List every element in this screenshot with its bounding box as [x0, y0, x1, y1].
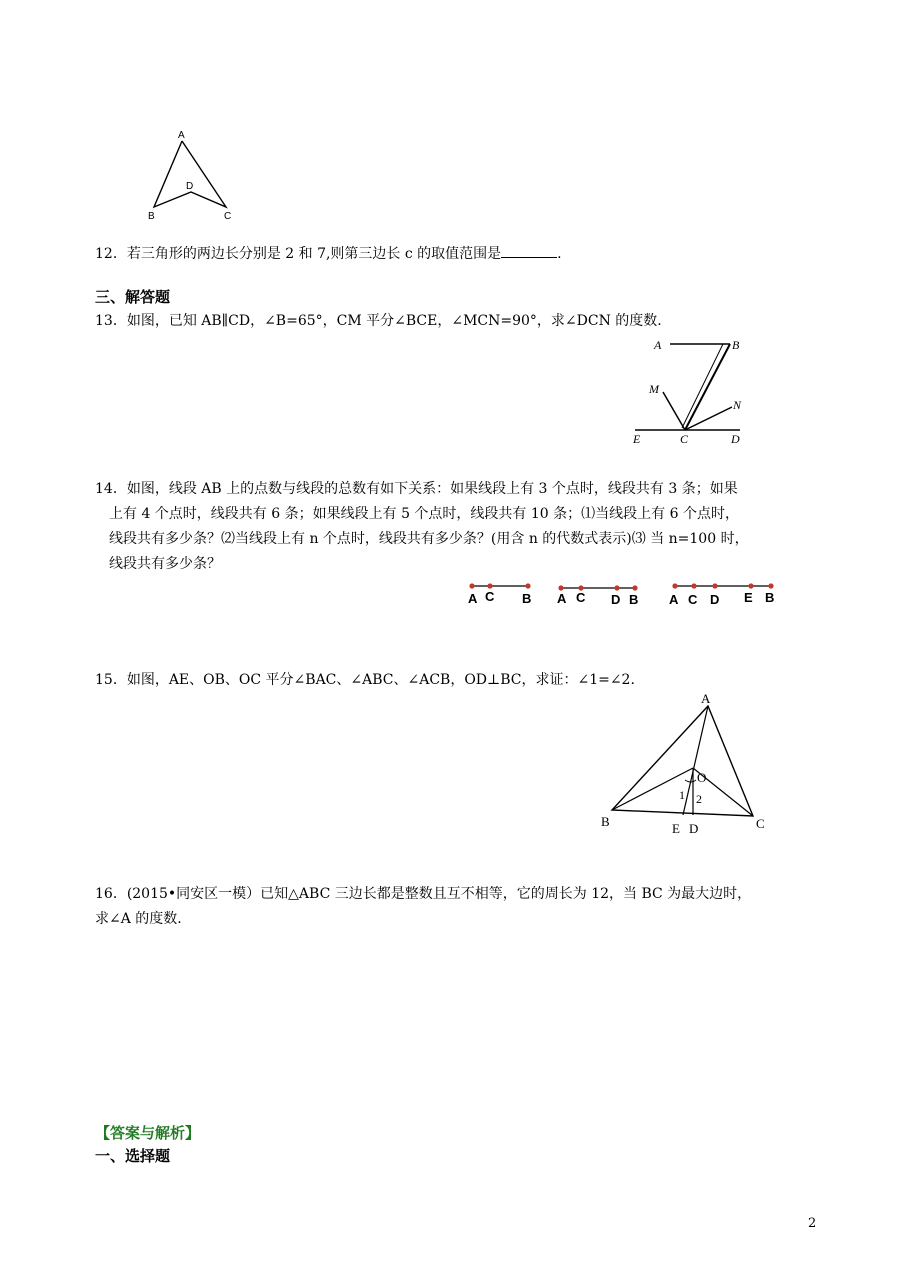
q12-label-a: A — [178, 130, 185, 141]
q15-label-e: E — [672, 821, 680, 836]
q12-figure — [140, 125, 250, 230]
page-number: 2 — [808, 1216, 817, 1231]
q16-line1: 16．(2015•同安区一模）已知△ABC 三边长都是整数且互不相等，它的周长为 12，当 BC 为最大边时， — [95, 886, 752, 902]
q14-fig2-label-0: A — [557, 591, 567, 606]
q13-label-d: D — [731, 432, 740, 446]
section1-title: 一、选择题 — [95, 1147, 171, 1165]
q12-answer-blank — [501, 244, 557, 258]
q14-fig3-label-1: C — [688, 592, 698, 607]
q13-label-a: A — [654, 338, 662, 352]
q12-label-b: B — [148, 211, 155, 222]
q12-text — [95, 244, 562, 263]
q12-period: . — [557, 246, 562, 262]
q13-text: 13．如图，已知 AB∥CD，∠B=65°，CM 平分∠BCE，∠MCN=90°，求∠DCN 的度数. — [95, 313, 662, 329]
q13-figure — [625, 332, 755, 447]
q15-figure — [595, 688, 785, 838]
q14-fig3-label-4: B — [765, 590, 775, 605]
q14-figure-3 — [667, 578, 782, 608]
q13-label-c: C — [680, 432, 689, 446]
q15-label-o: O — [697, 770, 707, 785]
q13-label-b: B — [732, 338, 740, 352]
q14-fig1-label-1: C — [485, 589, 495, 604]
q15-label-2: 2 — [696, 792, 702, 806]
q14-fig2-label-3: B — [629, 592, 639, 607]
q14-fig3-label-0: A — [669, 592, 679, 607]
q14-line3: 线段共有多少条？⑵当线段上有 n 个点时，线段共有多少条？(用含 n 的代数式表示)⑶ 当 n=100 时， — [109, 531, 749, 547]
q13-label-n: N — [733, 398, 742, 412]
q14-line1: 14．如图，线段 AB 上的点数与线段的总数有如下关系：如果线段上有 3 个点时，线段共有 3 条；如果 — [95, 481, 738, 497]
q14-fig3-label-3: E — [744, 590, 753, 605]
q15-label-1: 1 — [679, 788, 685, 802]
q15-text: 15．如图，AE、OB、OC 平分∠BAC、∠ABC、∠ACB，OD⊥BC，求证：∠1=∠2. — [95, 672, 635, 688]
q14-fig3-label-2: D — [710, 592, 720, 607]
section3-title: 三、解答题 — [95, 288, 171, 306]
q15-label-b: B — [601, 814, 610, 829]
q14-fig2-label-1: C — [576, 590, 586, 605]
q15-label-a: A — [701, 691, 711, 706]
q12-label-c: C — [224, 211, 232, 222]
q13-label-m: M — [649, 382, 659, 396]
q12-question: 12．若三角形的两边长分别是 2 和 7,则第三边长 c 的取值范围是 — [95, 246, 502, 262]
q16-line2: 求∠A 的度数. — [95, 911, 182, 927]
q14-fig1-label-0: A — [468, 591, 478, 606]
q14-line2: 上有 4 个点时，线段共有 6 条；如果线段上有 5 个点时，线段共有 10 条；⑴当线段上有 6 个点时， — [109, 506, 739, 522]
q14-figure-1 — [466, 578, 538, 608]
q13-label-e: E — [633, 432, 641, 446]
q14-fig2-label-2: D — [611, 592, 621, 607]
q12-label-d: D — [186, 181, 194, 192]
q15-label-d: D — [689, 821, 699, 836]
q14-line4: 线段共有多少条？ — [109, 556, 221, 572]
q15-label-c: C — [756, 816, 765, 831]
q14-fig1-label-2: B — [522, 591, 532, 606]
q14-figure-2 — [555, 578, 645, 608]
answers-title: 【答案与解析】 — [95, 1124, 201, 1142]
